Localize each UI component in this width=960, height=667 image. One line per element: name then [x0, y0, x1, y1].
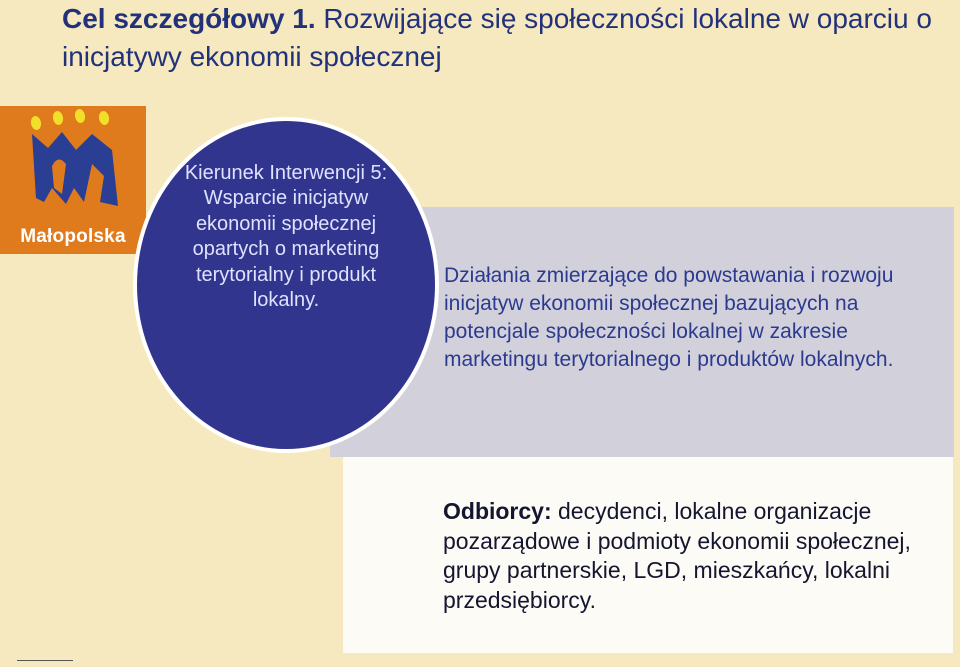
title-text: Rozwijające się społeczności lokalne w oparciu o inicjatywy ekonomii społecznej — [62, 3, 932, 72]
malopolska-logo — [0, 106, 146, 254]
intervention-text: Kierunek Interwencji 5: Wsparcie inicjatyw ekonomii społecznej opartych o marketing terytorialny i produkt lokalny. — [184, 162, 388, 312]
recipients-list: decydenci, lokalne organizacje pozarządowe i podmioty ekonomii społecznej, grupy partnerskie, LGD, mieszkańcy, lokalni przedsiębiorcy. — [443, 498, 911, 613]
footer-divider — [17, 660, 73, 661]
title-prefix: Cel szczegółowy 1. — [62, 3, 316, 34]
description-text: Działania zmierzające do powstawania i rozwoju inicjatyw ekonomii społecznej bazujących na potencjale społeczności lokalnej w zakresie marketingu terytorialnego i produktów lokalnych. — [444, 264, 894, 371]
page-title — [62, 0, 942, 76]
logo-text: Małopolska — [20, 226, 126, 247]
recipients-text — [443, 497, 948, 615]
intervention-circle — [133, 117, 439, 453]
recipients-panel — [343, 457, 953, 653]
recipients-label: Odbiorcy: — [443, 498, 552, 524]
